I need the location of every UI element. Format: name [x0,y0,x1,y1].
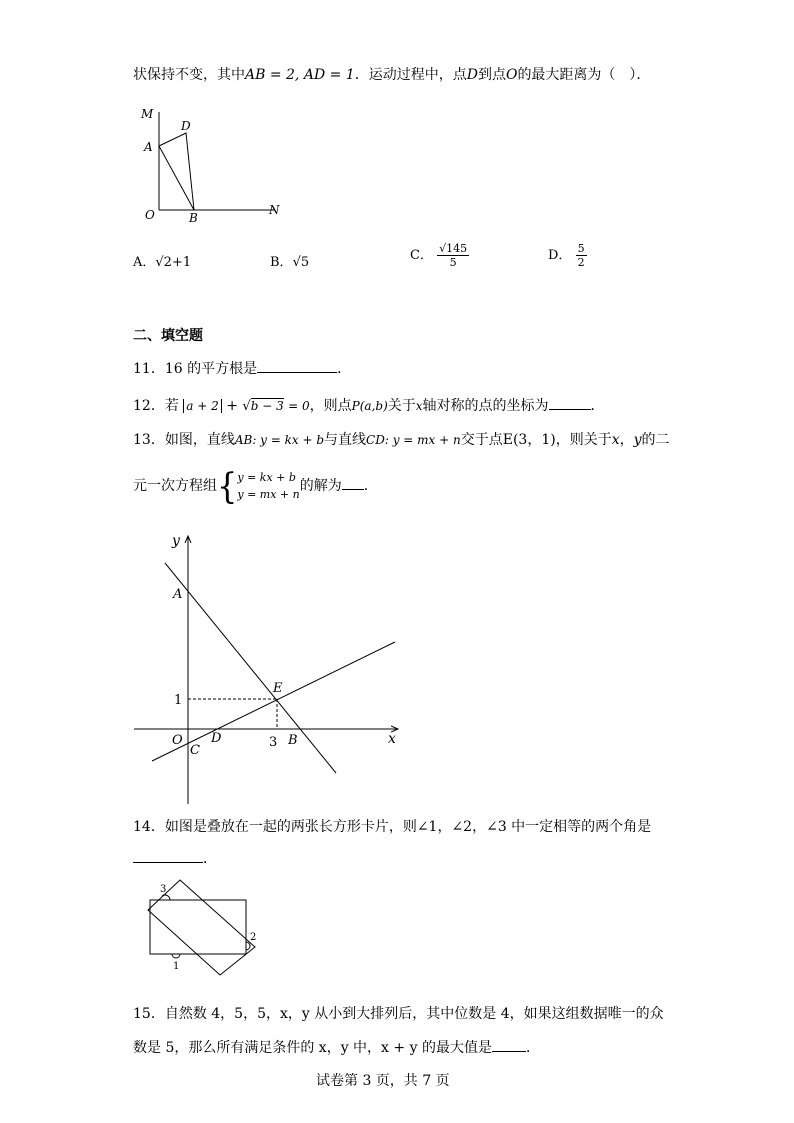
point-e: E(3，1) [502,432,556,448]
q15-end: ． [525,1040,540,1056]
angle-3-label: 3 [160,884,167,895]
numerator: 5 [577,242,585,255]
label-o: O [172,733,183,748]
label-b: B [189,211,198,225]
fraction [437,242,469,269]
q13-line2 [133,465,378,507]
label-b: B [288,733,298,748]
brace: { [217,465,238,507]
q14-figure [140,872,270,982]
label-e: E [273,681,283,696]
label-a: A [144,140,153,154]
q14 [133,818,651,836]
angle-1-label: 1 [173,961,180,972]
q10-option-c[interactable] [410,242,469,269]
line-cd-equation: CD: y = mx + n [366,433,461,447]
q10-option-a[interactable] [133,251,191,270]
answer-blank[interactable] [133,848,203,863]
option-value: √5 [292,255,310,270]
answer-blank[interactable] [257,358,337,373]
q11-end: ． [337,361,352,377]
q10-text [133,66,650,84]
q12 [133,395,605,416]
label-d: D [181,119,191,133]
option-letter: A． [133,255,156,270]
abs-expression: a + 2 [183,399,221,413]
line-ab-equation: AB: y = kx + b [234,433,325,447]
q13-graph [130,530,410,810]
sqrt-symbol: √ [242,399,251,414]
equation-2: y = mx + n [237,488,300,501]
point-p: P(a,b) [351,399,388,413]
plus-sign: + [226,398,238,414]
equation-system [237,469,299,503]
axis-x-label: x [388,731,396,747]
q10-point-o: O [505,67,518,83]
var-y: y [633,432,642,448]
option-letter: C． [410,248,433,263]
denominator: 2 [577,256,585,269]
var-x: x [611,432,620,448]
q14-answer-line [133,848,217,868]
q14-text: 14．如图是叠放在一起的两张长方形卡片，则∠1，∠2，∠3 中一定相等的两个角是 [133,819,652,835]
label-o: O [145,208,155,222]
q10-text-c: 到点 [477,67,506,83]
q13-end: ，则关于 [555,432,612,448]
q10-text-a: 状保持不变，其中 [133,67,245,83]
q10-figure [135,100,295,230]
label-n: N [269,203,280,217]
answer-blank[interactable] [492,1037,526,1052]
q13-post: 交于点 [460,432,503,448]
comma: ， [619,432,634,448]
angle-2-label: 2 [250,932,257,943]
axis-x: x [415,399,423,413]
equals-zero: = 0 [288,399,310,413]
label-c: C [190,743,200,758]
q10-option-d[interactable] [548,242,587,269]
label-m: M [141,107,154,121]
q13-mid: 与直线 [324,432,367,448]
q12-mid2: 关于 [387,398,416,414]
denominator: 5 [449,256,457,269]
q10-text-b: ．运动过程中，点 [354,67,467,83]
q13-pre: 13．如图，直线 [133,432,235,448]
q10-option-b[interactable] [270,251,309,270]
option-value: √2+1 [155,255,192,270]
q12-mid: ，则点 [309,398,352,414]
q12-post: 轴对称的点的坐标为 [422,398,549,414]
page-footer: 试卷第 3 页，共 7 页 [316,1073,450,1089]
q15-line2-text: 数是 5，那么所有满足条件的 x，y 中，x + y 的最大值是 [133,1040,492,1056]
q13-end-dot: ． [363,478,378,494]
q15-line1: 15．自然数 4，5，5，x，y 从小到大排列后，其中位数是 4，如果这组数据唯一的众 [133,1006,664,1022]
numerator: √145 [439,242,468,255]
q13-line2-pre: 元一次方程组 [133,478,217,494]
option-letter: D． [548,248,572,263]
fraction [576,242,587,269]
q13-line1 [133,431,670,449]
q10-condition: AB = 2, AD = 1 [245,67,355,83]
q10-text-d: 的最大距离为（ ）． [517,67,651,83]
q15-line2 [133,1037,540,1057]
q12-end: ． [590,398,605,414]
label-a: A [173,587,183,602]
q10-point-d: D [466,67,478,83]
sqrt-expression: b − 3 [250,399,284,413]
q14-end: ． [203,851,217,867]
label-d: D [211,731,222,746]
q12-pre: 12．若 [133,398,179,414]
option-letter: B． [270,255,293,270]
q11-text: 11．16 的平方根是 [133,361,258,377]
answer-blank[interactable] [342,475,364,490]
tick-3: 3 [269,735,278,750]
q13-line2-post: 的解为 [299,478,342,494]
answer-blank[interactable] [549,395,591,410]
axis-y-label: y [172,533,180,549]
equation-1: y = kx + b [237,471,296,484]
section-title: 二、填空题 [133,328,203,344]
q11 [133,358,351,378]
q13-tail: 的二 [641,432,670,448]
tick-1: 1 [174,693,183,708]
